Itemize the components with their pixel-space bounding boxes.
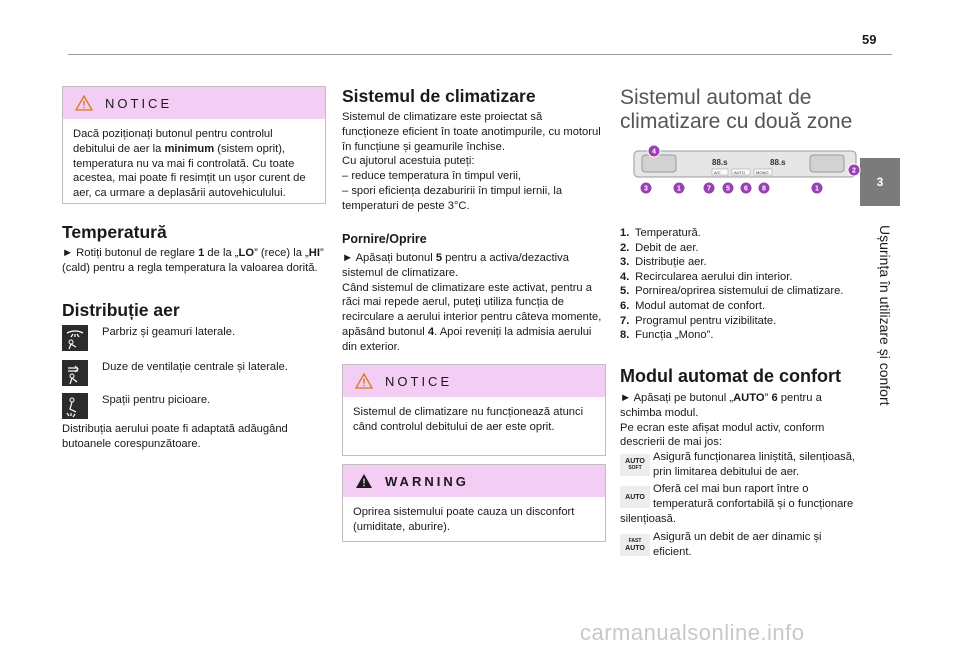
caution-triangle-icon bbox=[355, 373, 373, 389]
auto-fast-icon: FAST AUTO bbox=[620, 534, 650, 556]
notice-box bbox=[62, 86, 326, 204]
vents-icon bbox=[62, 360, 88, 386]
chapter-title: Ușurința în utilizare și confort bbox=[877, 225, 893, 406]
list-item: 6. Modul automat de confort. bbox=[620, 299, 766, 312]
auto-soft-icon: AUTO SOFT bbox=[620, 454, 650, 476]
caution-triangle-icon bbox=[75, 95, 93, 111]
svg-text:1: 1 bbox=[677, 185, 681, 193]
distribution-heading: Distribuție aer bbox=[62, 300, 180, 320]
list-item: 4. Recircularea aerului din interior. bbox=[620, 270, 793, 283]
svg-text:2: 2 bbox=[852, 167, 856, 175]
notice-header bbox=[63, 87, 325, 119]
ac-button: A/C bbox=[714, 170, 721, 175]
notice-label: NOTICE bbox=[105, 95, 173, 111]
warning-label: WARNING bbox=[385, 473, 469, 489]
comfort-heading: Modul automat de confort bbox=[620, 366, 841, 386]
svg-text:4: 4 bbox=[652, 148, 656, 156]
svg-text:6: 6 bbox=[744, 185, 748, 193]
distribution-footer: Distribuția aerului poate fi adaptată adăugând butoanele corespunzătoare. bbox=[62, 423, 288, 450]
distribution-item-label: Duze de ventilație centrale și laterale. bbox=[102, 361, 288, 373]
distribution-item bbox=[62, 393, 211, 424]
notice-text: Sistemul de climatizare nu funcționează atunci când controlul debitului de aer este oprit. bbox=[353, 406, 584, 433]
list-item: 1. Temperatură. bbox=[620, 227, 701, 239]
warning-box bbox=[342, 464, 606, 542]
watermark: carmanualsonline.info bbox=[580, 620, 805, 645]
onoff-text: ► Apăsați butonul 5 pentru a activa/dezactiva sistemul de climatizare. Când sistemul de climatizare este activat, pentru a răci mai repede aerul, puteți utiliza funcția de recirculare a aerului interior pentru câteva momente, apăsând butonul 4. Apoi reveniți la admisia aerului din exterior. bbox=[342, 252, 602, 353]
list-item: 2. Debit de aer. bbox=[620, 241, 699, 254]
display-left: 88.s bbox=[712, 158, 728, 167]
notice-text: Dacă poziționați butonul pentru controlul debitului de aer la minimum (sistem oprit), temperatura nu va mai fi controlată. Cu toate acestea, mai poate fi resimțit un ușor curent de aer, ca urmare a deplasării autovehiculului. bbox=[73, 128, 306, 200]
mono-button: MONO bbox=[756, 170, 769, 175]
onoff-heading: Pornire/Oprire bbox=[342, 232, 427, 246]
warning-header bbox=[343, 465, 605, 497]
list-item: 8. Funcția „Mono”. bbox=[620, 329, 714, 342]
svg-text:8: 8 bbox=[762, 185, 766, 193]
list-item: 5. Pornirea/oprirea sistemului de climatizare. bbox=[620, 285, 844, 298]
notice-header bbox=[343, 365, 605, 397]
auto-normal-icon: AUTO bbox=[620, 486, 650, 508]
climate-panel-illustration bbox=[624, 143, 866, 203]
header-rule bbox=[68, 54, 892, 55]
warning-text: Oprirea sistemului poate cauza un disconfort (umiditate, aburire). bbox=[353, 506, 575, 533]
chapter-number: 3 bbox=[876, 175, 884, 189]
windscreen-icon bbox=[62, 325, 88, 351]
footwell-icon bbox=[62, 393, 88, 419]
svg-text:1: 1 bbox=[815, 185, 819, 193]
distribution-item bbox=[62, 360, 288, 391]
distribution-item-label: Spații pentru picioare. bbox=[102, 394, 211, 406]
svg-text:7: 7 bbox=[707, 185, 711, 193]
list-item: 3. Distribuție aer. bbox=[620, 256, 707, 269]
svg-text:3: 3 bbox=[644, 185, 648, 193]
display-right: 88.s bbox=[770, 158, 786, 167]
svg-text:5: 5 bbox=[726, 185, 730, 193]
list-item: 7. Programul pentru vizibilitate. bbox=[620, 314, 777, 327]
notice-label: NOTICE bbox=[385, 373, 453, 389]
temperature-text: ► Rotiți butonul de reglare 1 de la „LO” (rece) la „HI” (cald) pentru a regla temperatura la valoarea dorită. bbox=[62, 247, 324, 274]
distribution-item-label: Parbriz și geamuri laterale. bbox=[102, 326, 236, 338]
system-heading: Sistemul de climatizare bbox=[342, 86, 536, 106]
page-number: 59 bbox=[862, 32, 877, 47]
section-title: Sistemul automat de climatizare cu două zone bbox=[620, 86, 853, 133]
system-text: Sistemul de climatizare este proiectat să funcționeze eficient în toate anotimpurile, cu motorul în funcțiune și geamurile închise. Cu ajutorul acestuia puteți: – reduce temperatura în timpul verii, – spori eficiența dezaburirii în timpul iernii, la temperaturi de peste 3°C. bbox=[342, 111, 601, 212]
chapter-tab[interactable] bbox=[860, 158, 900, 206]
auto-button: AUTO bbox=[734, 170, 746, 175]
comfort-text: ► Apăsați pe butonul „AUTO” 6 pentru a schimba modul. Pe ecran este afișat modul activ, conform descrierii de mai jos: bbox=[620, 392, 825, 449]
distribution-item bbox=[62, 325, 236, 356]
warning-triangle-icon bbox=[355, 473, 373, 489]
legend-list bbox=[620, 226, 860, 343]
temperature-heading: Temperatură bbox=[62, 222, 167, 242]
notice-box bbox=[342, 364, 606, 456]
